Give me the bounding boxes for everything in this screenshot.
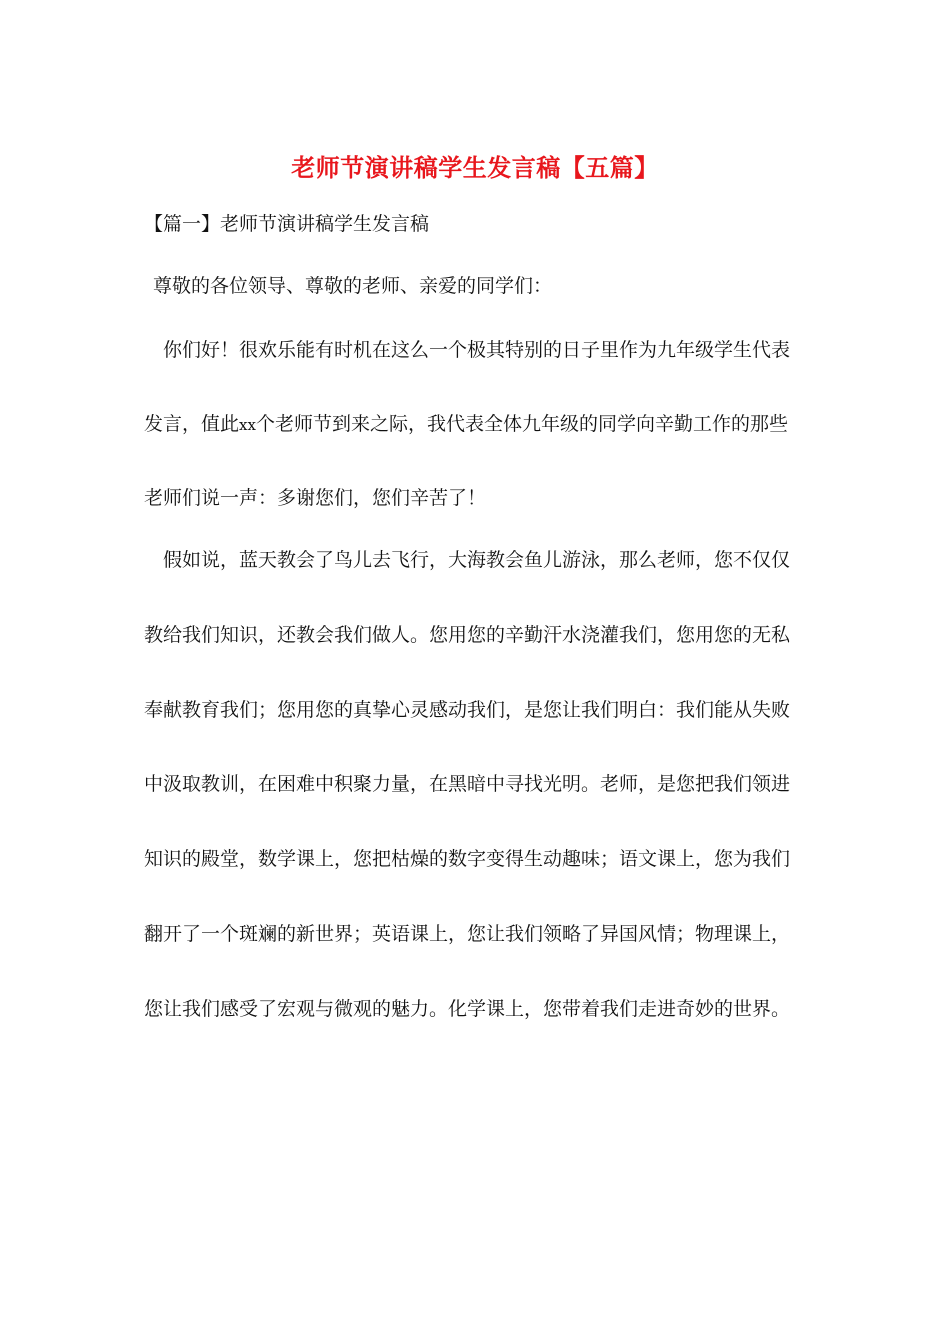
paragraph-2-line-7: 您让我们感受了宏观与微观的魅力。化学课上，您带着我们走进奇妙的世界。	[144, 998, 791, 1020]
paragraph-2-line-6: 翻开了一个斑斓的新世界；英语课上，您让我们领略了异国风情；物理课上，	[144, 923, 791, 945]
paragraph-2-line-5: 知识的殿堂，数学课上，您把枯燥的数字变得生动趣味；语文课上，您为我们	[144, 848, 791, 870]
paragraph-1-line-1: 你们好！很欢乐能有时机在这么一个极其特别的日子里作为九年级学生代表	[163, 339, 791, 361]
paragraph-2-line-3: 奉献教育我们；您用您的真挚心灵感动我们，是您让我们明白：我们能从失败	[144, 699, 791, 721]
section-heading: 【篇一】老师节演讲稿学生发言稿	[144, 213, 430, 235]
paragraph-2-line-1: 假如说，蓝天教会了鸟儿去飞行，大海教会鱼儿游泳，那么老师，您不仅仅	[163, 549, 791, 571]
paragraph-1-line-2-end: 个老师节到来之际，我代表全体九年级的同学向辛勤工作的那些	[255, 413, 788, 435]
salutation: 尊敬的各位领导、尊敬的老师、亲爱的同学们：	[153, 275, 553, 297]
document-title: 老师节演讲稿学生发言稿【五篇】	[291, 153, 659, 182]
paragraph-2-line-2: 教给我们知识，还教会我们做人。您用您的辛勤汗水浇灌我们，您用您的无私	[144, 624, 791, 646]
paragraph-1-line-2-start: 发言，值此	[144, 413, 240, 435]
paragraph-2-line-4: 中汲取教训，在困难中积聚力量，在黑暗中寻找光明。老师，是您把我们领进	[144, 773, 791, 795]
year-placeholder: xx	[239, 416, 256, 434]
paragraph-1-line-3: 老师们说一声：多谢您们，您们辛苦了！	[144, 487, 487, 509]
paragraph-1-line-2	[144, 410, 788, 439]
